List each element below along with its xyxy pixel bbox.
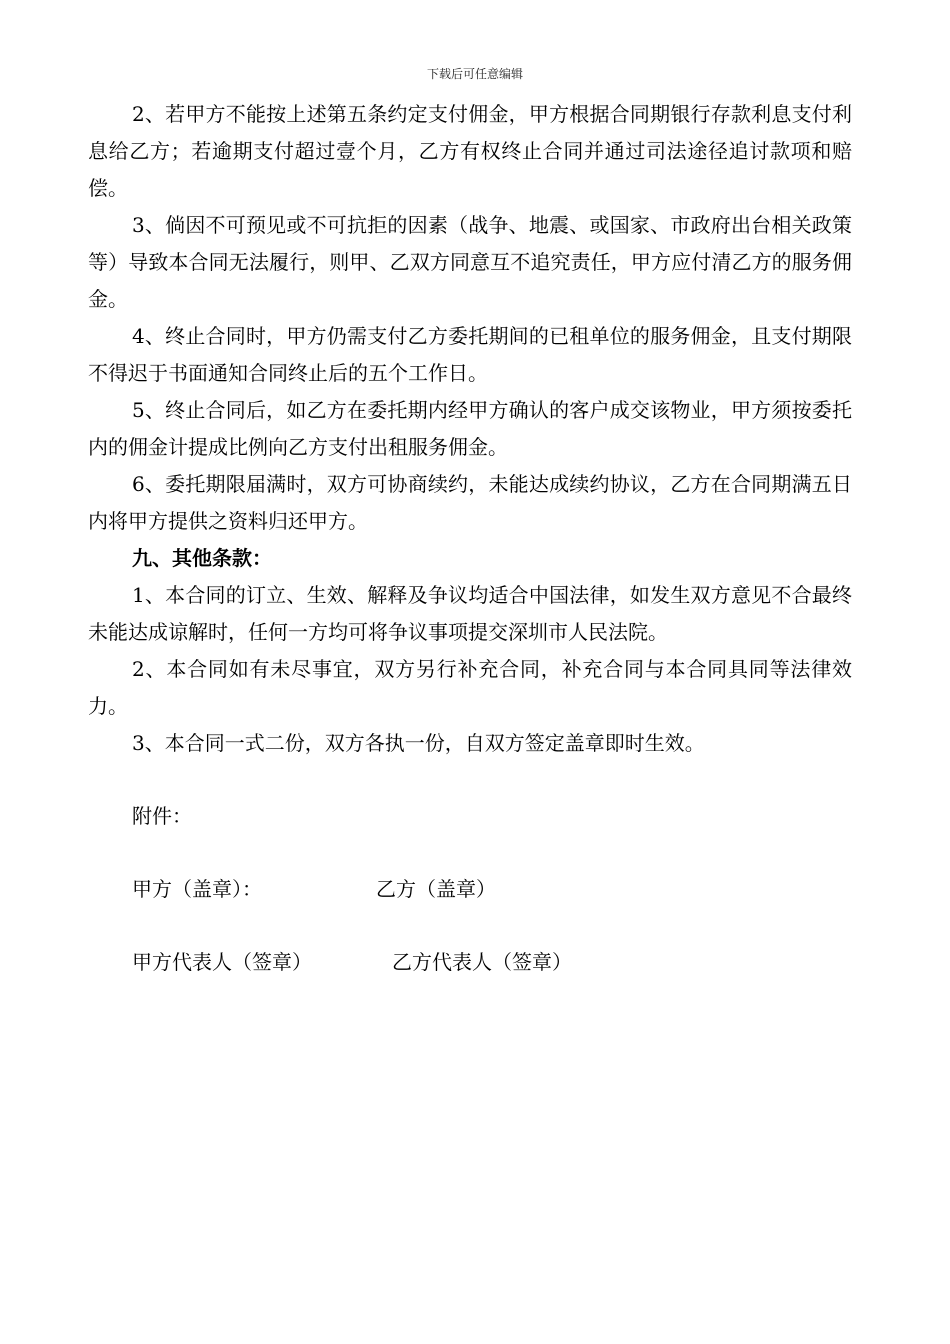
party-b-rep-label: 乙方代表人（签章） <box>392 950 572 974</box>
party-b-seal-label: 乙方（盖章） <box>376 877 496 901</box>
clause-paragraph: 2、本合同如有未尽事宜，双方另行补充合同，补充合同与本合同具同等法律效力。 <box>88 657 852 718</box>
party-a-rep-label: 甲方代表人（签章） <box>132 950 312 974</box>
party-a-seal-label: 甲方（盖章）： <box>132 877 262 901</box>
blank-line <box>88 762 852 798</box>
clause-paragraph: 5、终止合同后，如乙方在委托期内经甲方确认的客户成交该物业，甲方须按委托内的佣金计提成比例向乙方支付出租服务佣金。 <box>88 398 852 459</box>
document-body <box>88 96 852 981</box>
representative-row <box>88 944 852 981</box>
clause-paragraph: 1、本合同的订立、生效、解释及争议均适合中国法律，如发生双方意见不合最终未能达成谅解时，任何一方均可将争议事项提交深圳市人民法院。 <box>88 583 852 644</box>
clause-paragraph: 4、终止合同时，甲方仍需支付乙方委托期间的已租单位的服务佣金，且支付期限不得迟于书面通知合同终止后的五个工作日。 <box>88 324 852 385</box>
section-title-other-terms: 九、其他条款： <box>132 546 272 570</box>
seal-row <box>88 871 852 908</box>
clause-paragraph: 3、本合同一式二份，双方各执一份，自双方签定盖章即时生效。 <box>132 731 705 755</box>
header-note: 下载后可任意编辑 <box>426 67 523 81</box>
blank-line <box>88 835 852 871</box>
attachment-label: 附件： <box>132 804 192 828</box>
clause-paragraph: 2、若甲方不能按上述第五条约定支付佣金，甲方根据合同期银行存款利息支付利息给乙方；若逾期支付超过壹个月，乙方有权终止合同并通过司法途径追讨款项和赔偿。 <box>88 102 852 200</box>
blank-line <box>88 908 852 944</box>
clause-paragraph: 3、倘因不可预见或不可抗拒的因素（战争、地震、或国家、市政府出台相关政策等）导致本合同无法履行，则甲、乙双方同意互不追究责任，甲方应付清乙方的服务佣金。 <box>88 213 852 311</box>
clause-paragraph: 6、委托期限届满时，双方可协商续约，未能达成续约协议，乙方在合同期满五日内将甲方提供之资料归还甲方。 <box>88 472 852 533</box>
